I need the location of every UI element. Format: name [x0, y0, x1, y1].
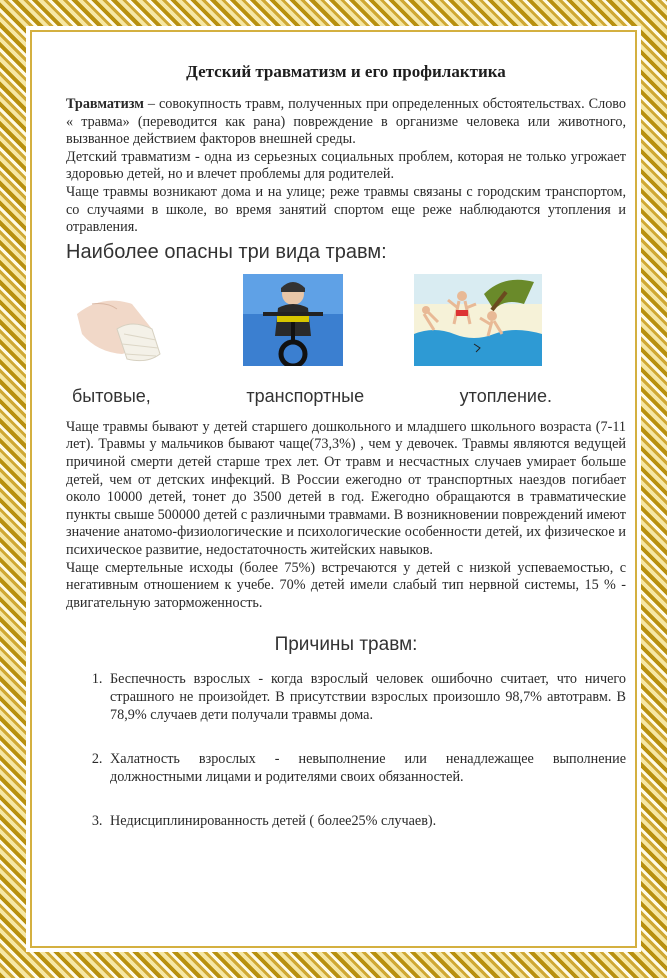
paragraph-3: Чаще травмы бывают у детей старшего дошкольного и младшего школьного возраста (7-11 лет). Травмы у мальчиков бывают чаще(73,3%) , чем у девочек. Травмы являются ведущей причиной смерти детей старше трех лет. От травм и несчастных случаев умирает больше детей, чем от детских инфекций. В России ежегодно от транспортных наездов погибает около 10000 детей, тонет до 3500 детей в год. Ежегодно обращаются в травматические пункты свыше 500000 детей с различными травмами. В возникновении повреждений имеют значение анатомо-физиологические и психологические особенности детей, их физическое и психическое развитие, недостаточность житейских навыков. [66, 418, 626, 558]
list-item: 2. Халатность взрослых - невыполнение или ненадлежащее выполнение должностными лицами и родителями своих обязанностей. [106, 750, 626, 786]
type-label-drowning: утопление. [459, 385, 552, 406]
bandaged-finger-icon [72, 274, 172, 366]
list-item: 1. Беспечность взрослых - когда взрослый человек ошибочно считает, что ничего страшного не произойдет. В присутствии взрослых произошло 98,7% автотравм. В 78,9% случаев дети получали травмы дома. [106, 670, 626, 724]
drowning-scene-icon [414, 274, 542, 366]
injury-types-images [72, 274, 542, 374]
intro-definition: – совокупность травм, полученных при определенных обстоятельствах. Слово « травма» (переводится как рана) повреждение в организме человека или животного, вызванное действием факторов внешней среды. [66, 96, 626, 148]
causes-list [66, 670, 626, 830]
paragraph-1: Детский травматизм - одна из серьезных социальных проблем, которая не только угрожает здоровью детей, но и влечет проблемы для родителей. [66, 148, 626, 183]
document-body [66, 62, 626, 856]
bicycle-rider-icon [243, 274, 343, 366]
injury-types-captions [72, 386, 552, 407]
types-heading: Наиболее опасны три вида травм: [66, 240, 387, 263]
paragraph-4: Чаще смертельные исходы (более 75%) встречаются у детей с низкой успеваемостью, с негативным отношением к учебе. 70% детей имели слабый тип нервной системы, 15 % - двигательную заторможенность. [66, 559, 626, 611]
page-title: Детский травматизм и его профилактика [186, 62, 506, 81]
causes-heading: Причины травм: [274, 634, 418, 656]
paragraph-2: Чаще травмы возникают дома и на улице; реже травмы связаны с городским транспортом, со случаями в школе, во время занятий спортом еще реже наблюдаются утопления и отравления. [66, 183, 626, 236]
intro-paragraph [66, 96, 626, 149]
intro-term: Травматизм [66, 96, 144, 112]
type-label-transport: транспортные [246, 385, 365, 406]
list-item: 3. Недисциплинированность детей ( более25% случаев). [106, 812, 626, 830]
type-label-household: бытовые, [72, 385, 151, 406]
